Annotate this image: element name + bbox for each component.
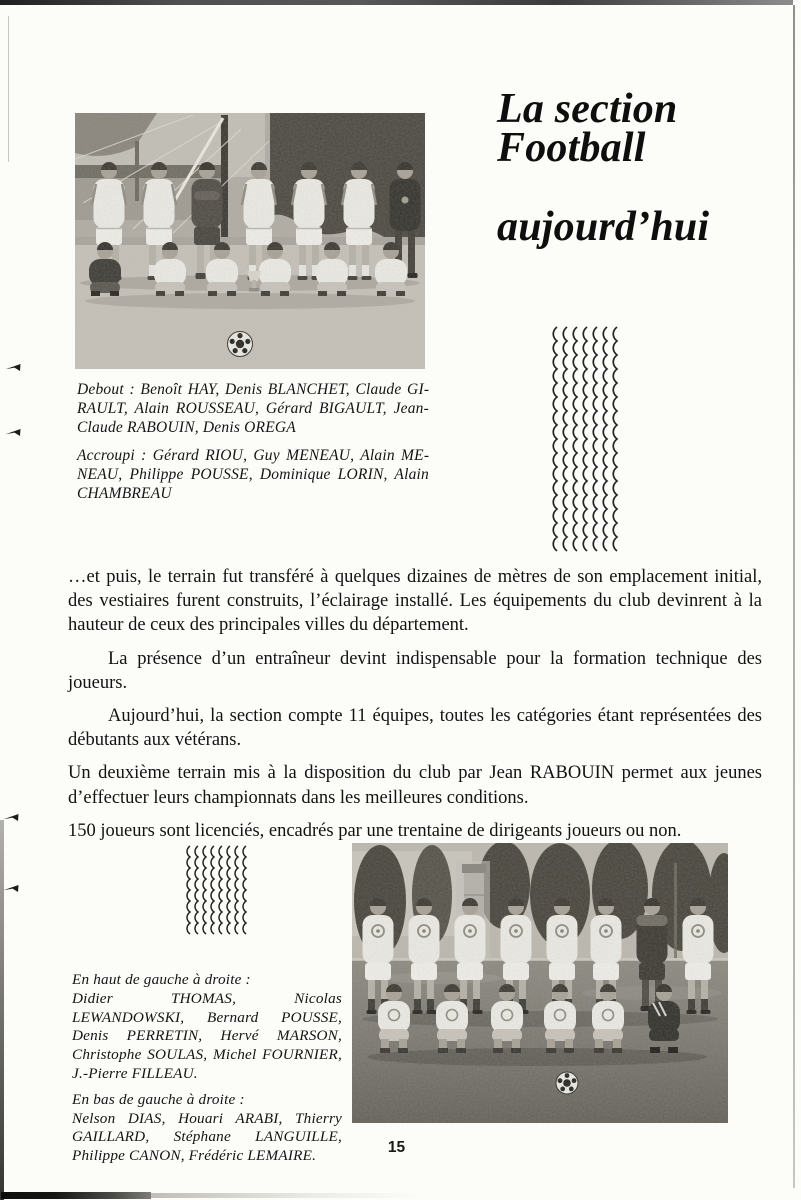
body-paragraph-5: 150 joueurs sont licenciés, encadrés par une trentaine de dirigeants joueurs ou non. [68, 820, 682, 841]
margin-mark-icon [3, 884, 19, 893]
caption-bottom-row-label: En bas de gauche à droite : [72, 1090, 245, 1108]
scan-bottom-edge [1, 1192, 151, 1199]
body-paragraph-3: Aujourd’hui, la section compte 11 équipes, toutes les catégories étant représentées des débutants aux vétérans. [68, 706, 762, 751]
title-line-2: Football [497, 125, 646, 171]
wavy-ornament-left [186, 844, 250, 936]
photo-top-caption [77, 381, 429, 514]
margin-mark-icon [3, 813, 19, 822]
wavy-ornament-right [552, 324, 622, 554]
title-line-3: aujourd’hui [497, 204, 710, 250]
caption-top-row-names: Didier THOMAS, Nicolas LEWANDOWSKI, Bernard POUSSE, Denis PERRETIN, Hervé MARSON, Christophe SOULAS, Michel FOURNIER, J.-Pierre FILLEAU. [72, 989, 342, 1082]
caption-standing: Debout : Benoît HAY, Denis BLANCHET, Claude GIRAULT, Alain ROUSSEAU, Gérard BIGAULT, Jean-Claude RABOUIN, Denis OREGA [77, 381, 429, 436]
body-paragraph-1: …et puis, le terrain fut transféré à quelques dizaines de mètres de son emplacement initial, des vestiaires furent construits, l’éclairage installé. Les équipements du club devinrent à la hauteur de ceux des principales villes du département. [68, 567, 762, 636]
scan-bottom-smear [151, 1193, 421, 1198]
body-paragraph-4: Un deuxième terrain mis à la disposition du club par Jean RABOUIN permet aux jeunes d’effectuer leurs championnats dans les meilleures conditions. [68, 763, 762, 808]
caption-bottom-row-names: Nelson DIAS, Houari ARABI, Thierry GAILLARD, Stéphane LANGUILLE, Philippe CANON, Frédéric LEMAIRE. [72, 1109, 342, 1165]
caption-crouching: Accroupi : Gérard RIOU, Guy MENEAU, Alain MENEAU, Philippe POUSSE, Dominique LORIN, Alain CHAMBREAU [77, 447, 429, 502]
margin-mark-icon [5, 363, 21, 372]
scan-right-edge [793, 5, 795, 1188]
scan-top-edge [0, 0, 793, 5]
team-photo-bottom [352, 843, 728, 1123]
body-paragraph-2: La présence d’un entraîneur devint indispensable pour la formation technique des joueurs. [68, 648, 762, 693]
article-title [497, 86, 777, 250]
title-line-1: La section [497, 86, 678, 132]
article-body [68, 565, 762, 852]
scan-fold-line [8, 16, 9, 162]
margin-mark-icon [5, 428, 21, 437]
team-photo-top [75, 113, 425, 369]
caption-top-row-label: En haut de gauche à droite : [72, 971, 251, 988]
page-number: 15 [387, 1139, 406, 1156]
